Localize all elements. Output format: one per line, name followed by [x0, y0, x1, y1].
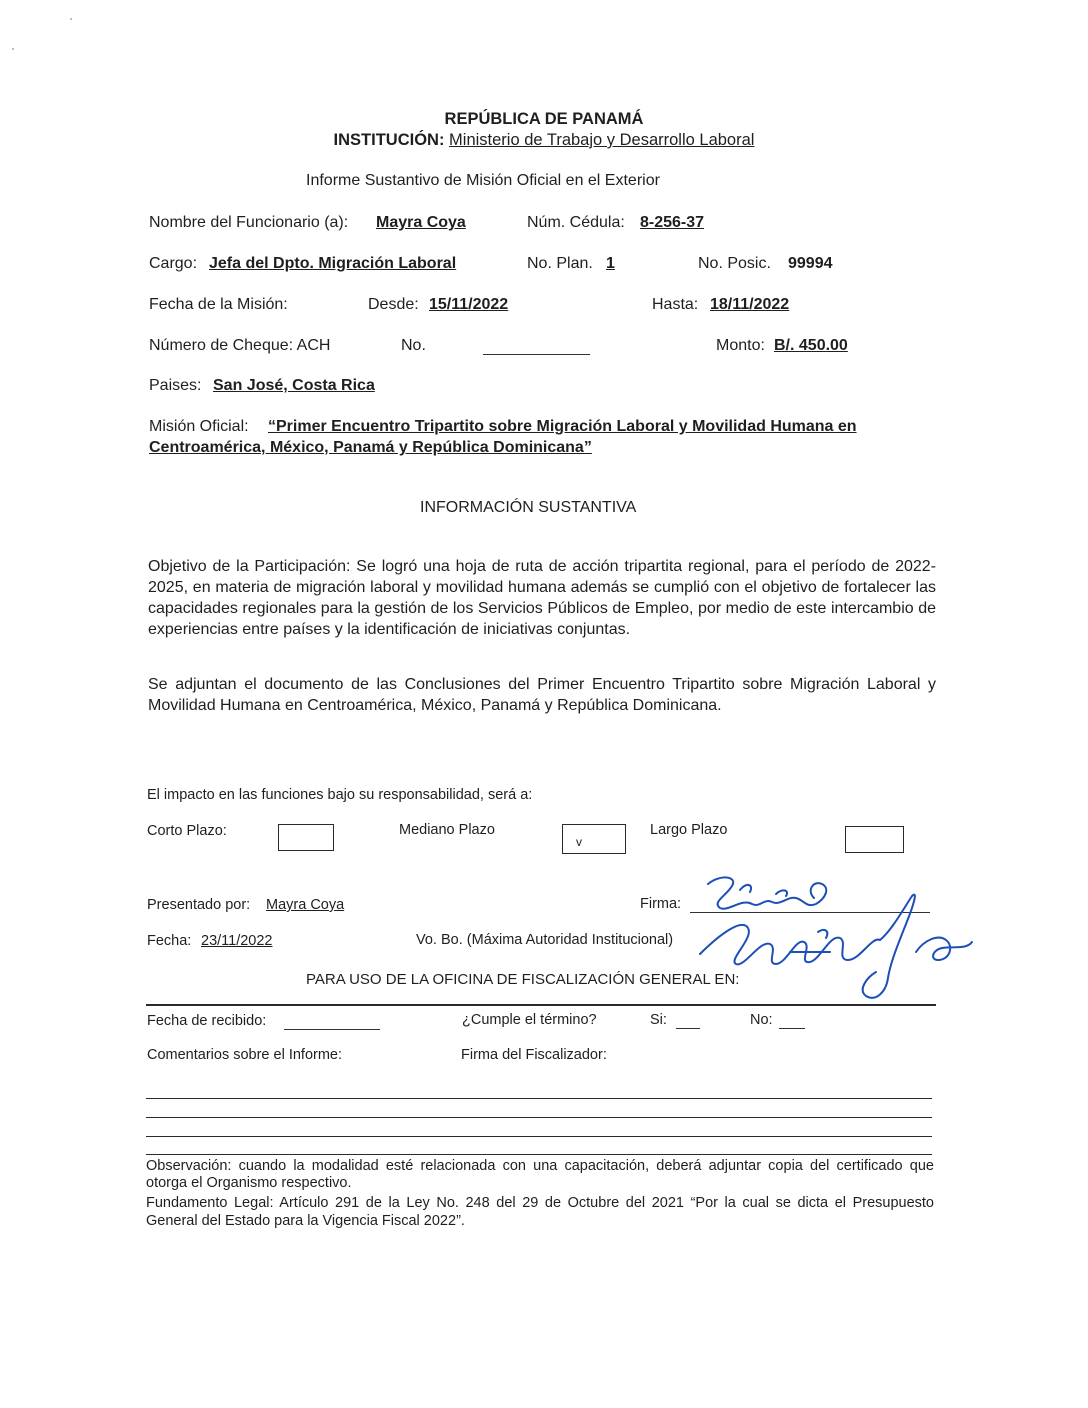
position-label: Cargo: [149, 255, 198, 272]
from-date: 15/11/2022 [429, 296, 509, 313]
scan-speck [70, 18, 72, 20]
posic-value: 99994 [788, 255, 833, 272]
report-title: Informe Sustantivo de Misión Oficial en el Exterior [306, 172, 660, 189]
official-mission-label: Misión Oficial: [149, 418, 249, 435]
no-label: No: [750, 1012, 773, 1028]
medium-term-label: Mediano Plazo [399, 822, 495, 838]
from-label: Desde: [368, 296, 419, 313]
id-label: Núm. Cédula: [527, 214, 625, 231]
short-term-checkbox[interactable] [278, 824, 334, 851]
audit-heading: PARA USO DE LA OFICINA DE FISCALIZACIÓN GENERAL EN: [306, 971, 740, 988]
official-mission-line2: Centroamérica, México, Panamá y República Dominicana” [149, 439, 592, 456]
to-label: Hasta: [652, 296, 699, 313]
to-date: 18/11/2022 [710, 296, 790, 313]
amount-label: Monto: [716, 337, 765, 354]
presented-by: Mayra Coya [266, 897, 345, 913]
name-label: Nombre del Funcionario (a): [149, 214, 349, 231]
yes-blank [676, 1012, 700, 1029]
substantive-heading: INFORMACIÓN SUSTANTIVA [420, 499, 637, 516]
country-heading: REPÚBLICA DE PANAMÁ [444, 110, 644, 128]
auditor-signature-label: Firma del Fiscalizador: [461, 1047, 607, 1063]
presented-label: Presentado por: [147, 897, 251, 913]
comments-label: Comentarios sobre el Informe: [147, 1047, 343, 1063]
audit-divider [146, 1004, 936, 1006]
plan-label: No. Plan. [527, 255, 593, 272]
check-mark: v [576, 835, 582, 849]
vobo-label: Vo. Bo. (Máxima Autoridad Institucional) [416, 932, 674, 948]
signature-label: Firma: [640, 896, 682, 912]
observation-note: Observación: cuando la modalidad esté relacionada con una capacitación, deberá adjuntar copia del certificado que otorga el Organismo respectivo. [146, 1158, 934, 1191]
impact-question: El impacto en las funciones bajo su responsabilidad, será a: [147, 787, 533, 803]
check-label: Número de Cheque: ACH [149, 337, 331, 354]
yes-label: Si: [650, 1012, 667, 1028]
date-value: 23/11/2022 [201, 933, 273, 949]
short-term-label: Corto Plazo: [147, 823, 227, 839]
id-number: 8-256-37 [640, 214, 705, 231]
posic-label: No. Posic. [698, 255, 771, 272]
institution-line: INSTITUCIÓN: Ministerio de Trabajo y Desarrollo Laboral [333, 131, 755, 149]
countries-label: Paises: [149, 377, 202, 394]
medium-term-checkbox[interactable] [562, 824, 626, 854]
comment-line [146, 1136, 932, 1137]
date-label: Fecha: [147, 933, 192, 949]
term-question: ¿Cumple el término? [462, 1012, 597, 1028]
no-blank [779, 1012, 805, 1029]
amount-value: B/. 450.00 [774, 337, 848, 354]
received-blank [284, 1013, 380, 1030]
received-label: Fecha de recibido: [147, 1013, 267, 1029]
attachment-paragraph: Se adjuntan el documento de las Conclusiones del Primer Encuentro Tripartito sobre Migración Laboral y Movilidad Humana en Centroamérica, México, Panamá y República Dominicana. [148, 676, 936, 714]
official-mission-line1: “Primer Encuentro Tripartito sobre Migración Laboral y Movilidad Humana en [268, 418, 857, 435]
countries-value: San José, Costa Rica [213, 377, 375, 394]
comment-line [146, 1098, 932, 1099]
official-name: Mayra Coya [376, 214, 466, 231]
position-value: Jefa del Dpto. Migración Laboral [209, 255, 457, 272]
objective-paragraph: Objetivo de la Participación: Se logró una hoja de ruta de acción tripartita regional, para el período de 2022-2025, en materia de migración laboral y movilidad humana además se cumplió con el objetivo de fortalecer las capacidades regionales para la gestión de los Servicios Públicos de Empleo, por medio de este intercambio de experiencias entre países y la identificación de iniciativas conjuntas. [148, 558, 936, 638]
scan-speck [12, 48, 14, 50]
institution-name: Ministerio de Trabajo y Desarrollo Laboral [449, 131, 755, 149]
comment-line [146, 1117, 932, 1118]
institution-label: INSTITUCIÓN [333, 131, 439, 149]
comment-line [146, 1154, 932, 1155]
mission-date-label: Fecha de la Misión: [149, 296, 288, 313]
plan-value: 1 [606, 255, 615, 272]
check-no-label: No. [401, 337, 426, 354]
legal-basis-note: Fundamento Legal: Artículo 291 de la Ley No. 248 del 29 de Octubre del 2021 “Por la cual se dicta el Presupuesto General del Estado para la Vigencia Fiscal 2022”. [146, 1195, 934, 1229]
check-number-blank [483, 336, 590, 355]
long-term-label: Largo Plazo [650, 822, 728, 838]
long-term-checkbox[interactable] [845, 826, 904, 853]
